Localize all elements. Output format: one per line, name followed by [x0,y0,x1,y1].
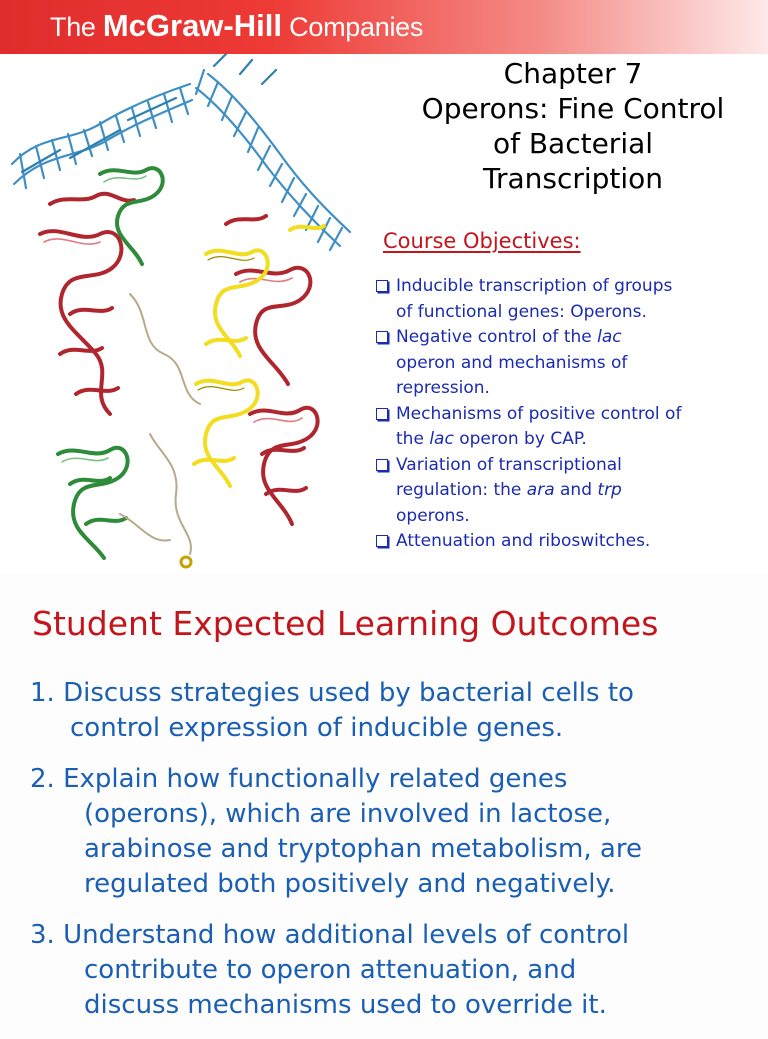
checkbox-bullet-icon [376,280,388,292]
chapter-number: Chapter 7 [503,57,643,90]
outcome-item: 2. Explain how functionally related genes (operons), which are involved in lactose, arabinose and tryptophan metabolism, are regulated both positively and negatively. [30,764,642,899]
outcome-item: 3. Understand how additional levels of control contribute to operon attenuation, and discuss mechanisms used to override it. [30,920,630,1020]
outcome-number: 3. [30,920,55,950]
outcomes-heading: Student Expected Learning Outcomes [32,604,659,643]
chapter-title-line: Transcription [482,162,664,195]
chapter-title [384,56,762,196]
protein-green-ribbons [58,168,163,558]
outcome-number: 2. [30,764,55,794]
outcome-number: 1. [30,678,55,708]
protein-backbone-coils [120,294,200,554]
objective-item: Variation of transcriptional regulation: the ara and trp operons. [372,453,768,530]
checkbox-bullet-icon [376,535,388,547]
learning-outcomes-list [30,676,750,1039]
ligand-ring [181,557,191,567]
brand-suffix: Companies [281,12,424,42]
outcome-item: 1. Discuss strategies used by bacterial cells to control expression of inducible genes. [30,678,634,743]
brand-logo [50,8,423,44]
objective-item: Mechanisms of positive control of the lac operon by CAP. [372,402,768,453]
objective-item: Negative control of the lac operon and mechanisms of repression. [372,325,768,402]
protein-red-highlights [44,239,302,422]
protein-green-highlights [62,176,146,462]
checkbox-bullet-icon [376,331,388,343]
protein-dna-structure-image [0,54,362,574]
course-objectives-heading: Course Objectives: [383,229,581,253]
brand-prefix: The [50,12,103,42]
course-objectives-list [372,274,768,555]
dna-helix-right [196,54,350,250]
chapter-title-line: of Bacterial [492,127,654,160]
protein-yellow-outline [198,257,254,391]
header-banner [0,0,768,54]
chapter-title-line: Operons: Fine Control [421,92,725,125]
checkbox-bullet-icon [376,459,388,471]
objective-item: Inducible transcription of groups of functional genes: Operons. [372,274,768,325]
objective-item: Attenuation and riboswitches. [372,529,768,555]
brand-name: McGraw-Hill [102,8,282,43]
checkbox-bullet-icon [376,408,388,420]
